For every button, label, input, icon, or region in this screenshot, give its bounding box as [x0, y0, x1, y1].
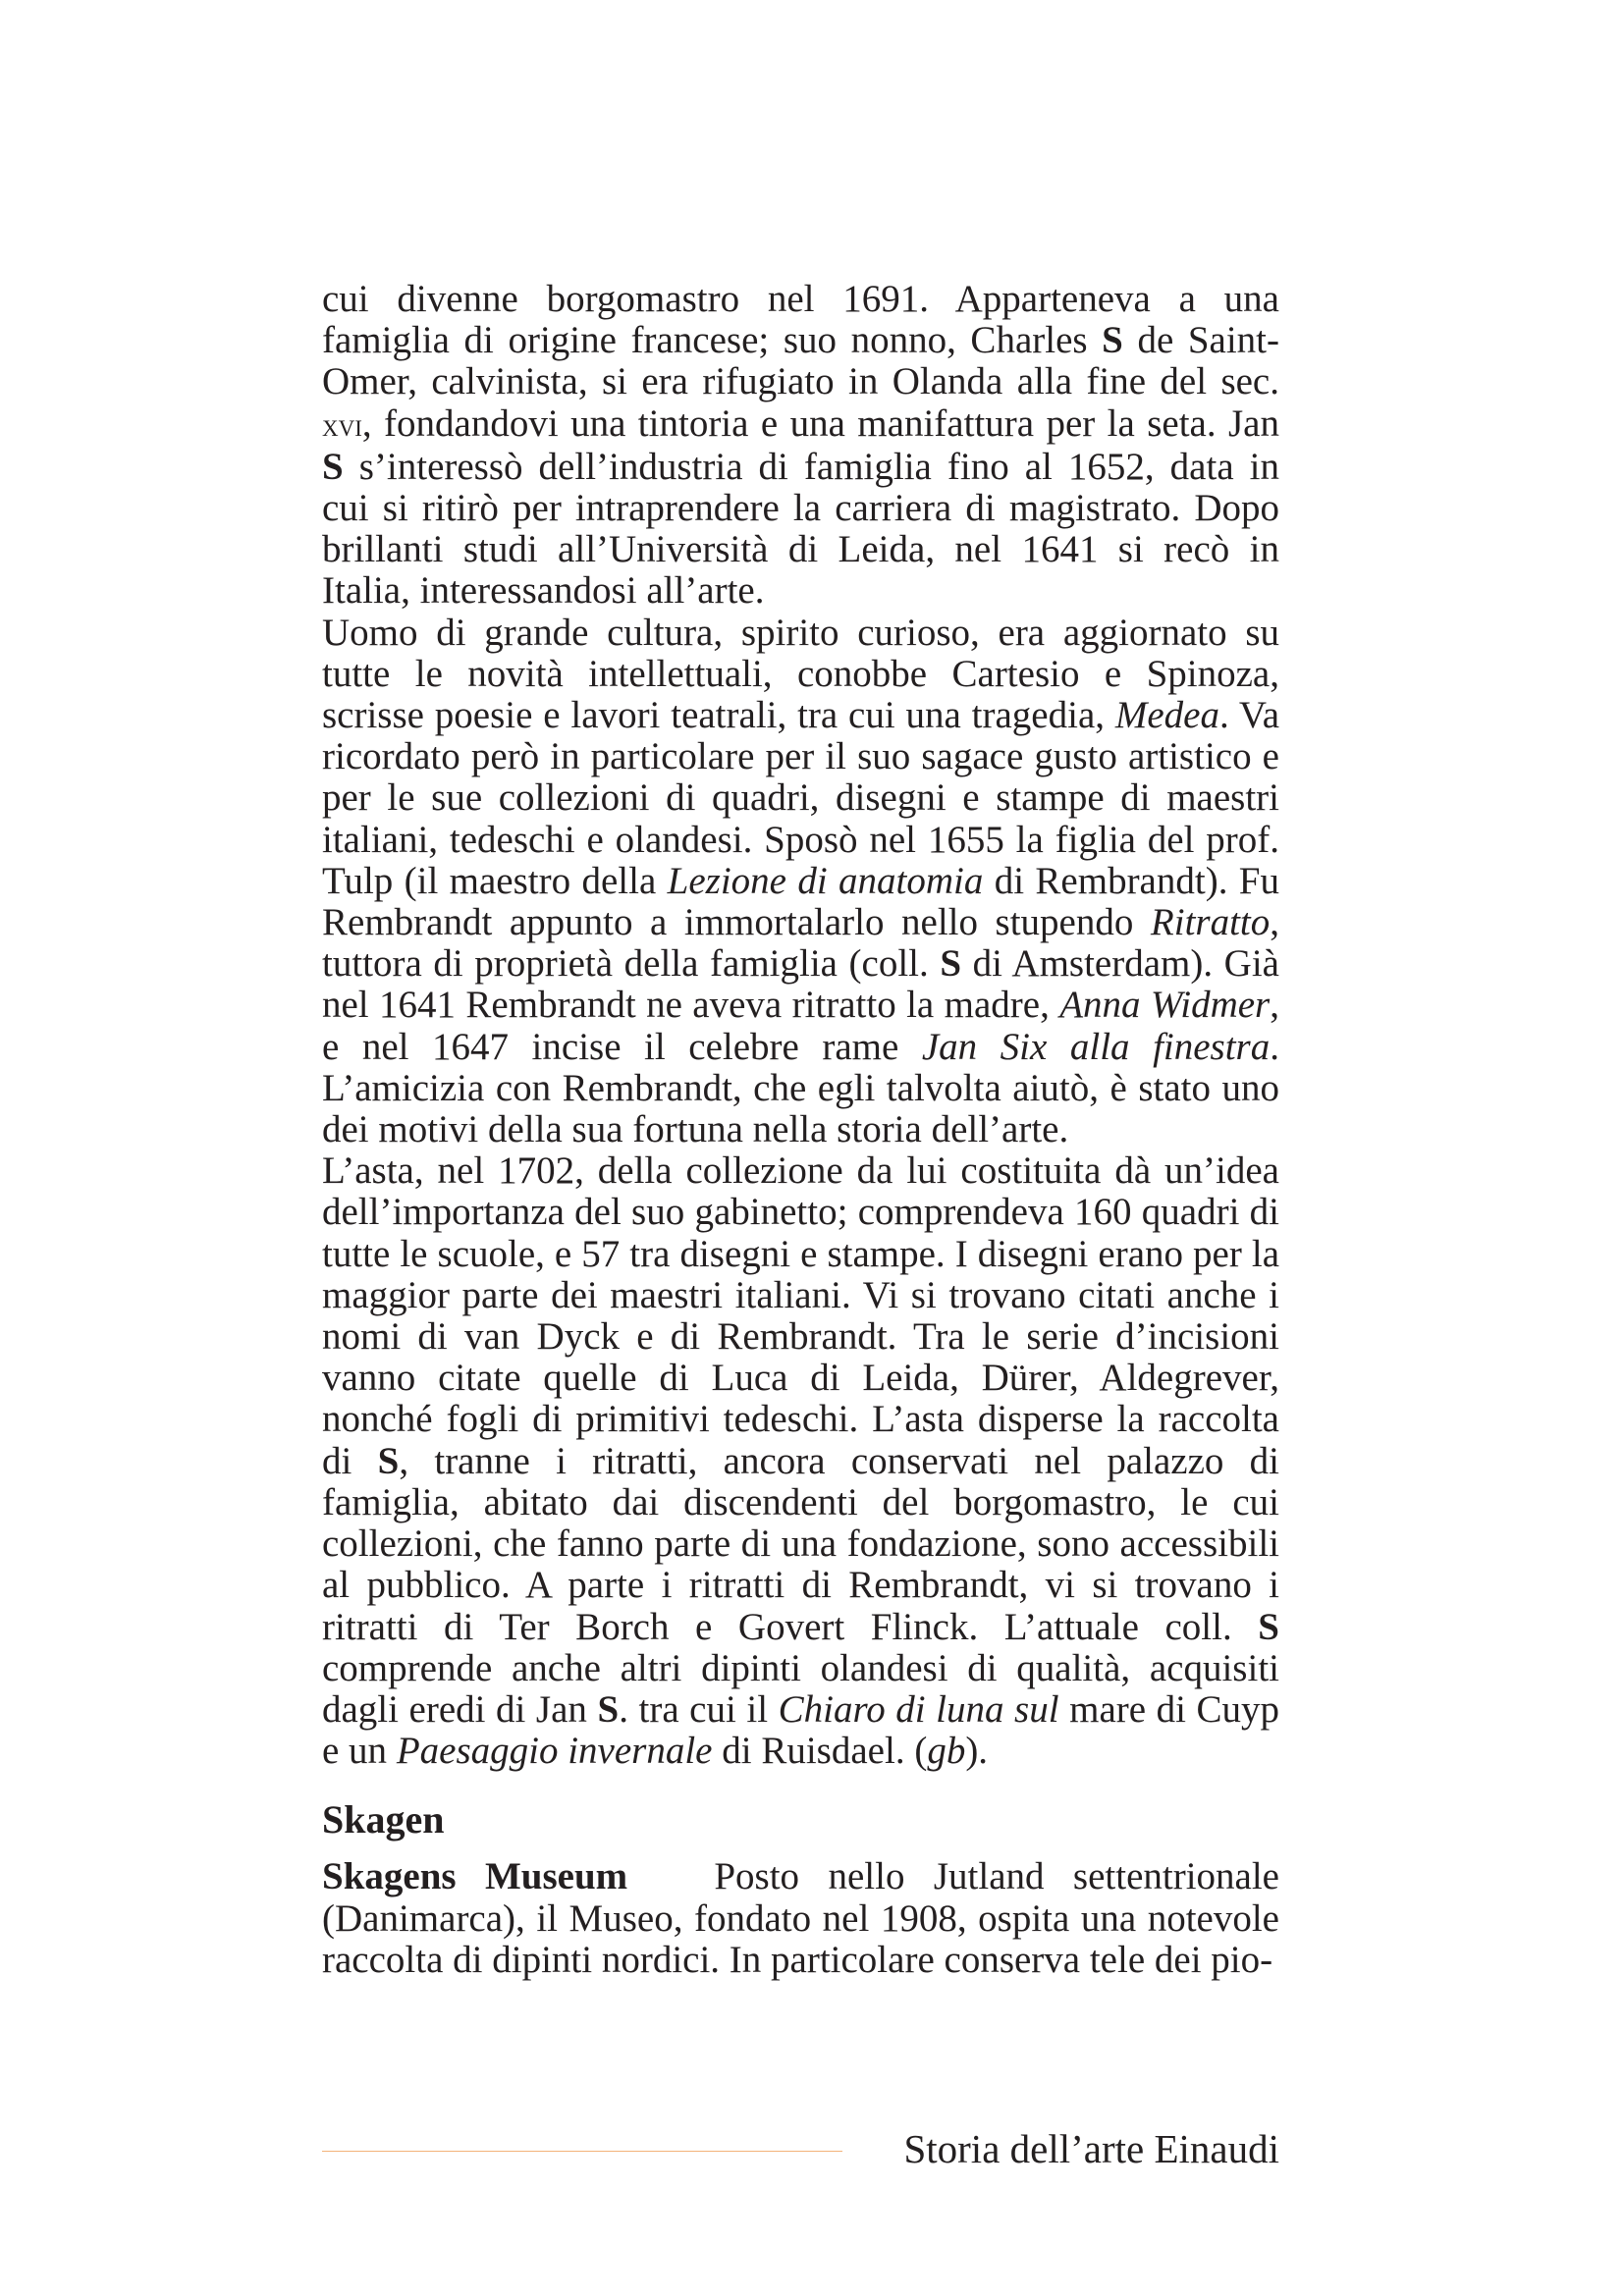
text-run: , fondandovi una tintoria e una manifattura per la seta. Jan: [361, 401, 1279, 445]
text-run: ).: [965, 1730, 989, 1773]
text-run: di Rembrandt). Fu Rembrandt appunto a immortalarlo nello stupendo: [322, 859, 1279, 944]
text-run: L’asta, nel 1702, della collezione da lui costituita dà un’idea dell’importanza del suo gabinetto; comprendeva 160 quadri di tutte le scuole, e 57 tra disegni e stampe. I disegni erano per la maggior parte dei maestri italiani. Vi si trovano citati anche i nomi di van Dyck e di Rembrandt. Tra le serie d’incisioni vanno citate quelle di Luca di Leida, Dürer, Aldegrever, nonché fogli di primitivi tedeschi. L’asta disperse la raccolta di: [322, 1149, 1279, 1482]
text-run: s’interessò dell’industria di famiglia fino al 1652, data in cui si ritirò per intraprendere la carriera di magistrato. Dopo brillanti studi all’Università di Leida, nel 1641 si recò in Italia, interessandosi all’arte.: [322, 445, 1279, 613]
century-numeral: xvi: [322, 406, 362, 444]
entry-title: Skagens Museum: [322, 1855, 628, 1898]
text-run: cui divenne borgomastro nel 1691. Apparteneva a una famiglia di origine francese; suo nonno, Charles: [322, 278, 1279, 362]
bold-abbreviation: S: [322, 445, 344, 488]
page-content: [322, 279, 1279, 1981]
text-run: di Ruisdael. (: [712, 1730, 928, 1773]
footer-rule: [322, 2151, 842, 2152]
text-run: de Saint-Omer, calvinista, si era rifugiato in Olanda alla fine del sec.: [322, 319, 1280, 403]
entry-text: Posto nello Jutland settentrionale (Danimarca), il Museo, fondato nel 1908, ospita una notevole raccolta di dipinti nordici. In particolare conserva tele dei pio-: [322, 1855, 1279, 1981]
artwork-title: Anna Widmer: [1059, 984, 1271, 1027]
museum-entry: [322, 1856, 1279, 1981]
text-run: . Va ricordato però in particolare per il suo sagace gusto artistico e per le sue collezioni di quadri, disegni e stampe di maestri italiani, tedeschi e olandesi. Sposò nel 1655 la figlia del prof. Tulp (il maestro della: [322, 694, 1280, 902]
text-run: , e nel 1647 incise il celebre rame: [322, 984, 1279, 1068]
bold-abbreviation: S: [597, 1687, 620, 1731]
text-run: . L’amicizia con Rembrandt, che egli talvolta aiutò, è stato uno dei motivi della sua fortuna nella storia dell’arte.: [322, 1025, 1279, 1151]
bold-abbreviation: S: [377, 1439, 400, 1482]
bold-abbreviation: S: [1102, 319, 1123, 362]
section-heading: Skagen: [322, 1797, 445, 1842]
bold-abbreviation: S: [1258, 1605, 1279, 1648]
body-paragraph-3: [322, 1150, 1279, 1772]
artwork-title: Jan Six alla finestra: [921, 1025, 1271, 1068]
text-run: Uomo di grande cultura, spirito curioso, era aggiornato su tutte le novità intellettuali, conobbe Cartesio e Spinoza, scrisse poesie e lavori teatrali, tra cui una tragedia,: [322, 611, 1279, 737]
text-run: , tuttora di proprietà della famiglia (coll.: [322, 901, 1279, 986]
footer-title: Storia dell’arte Einaudi: [903, 2126, 1279, 2171]
artwork-title: Lezione di anatomia: [667, 859, 984, 902]
body-paragraph-2: [322, 613, 1279, 1151]
text-run: comprende anche altri dipinti olandesi di qualità, acquisiti dagli eredi di Jan: [322, 1646, 1279, 1731]
text-run: , tranne i ritratti, ancora conservati nel palazzo di famiglia, abitato dai discendenti del borgomastro, le cui collezioni, che fanno parte di una fondazione, sono accessibili al pubblico. A parte i ritratti di Rembrandt, vi si trovano i ritratti di Ter Borch e Govert Flinck. L’attuale coll.: [322, 1439, 1280, 1648]
page-footer: [322, 2125, 1279, 2174]
author-initials: gb: [927, 1730, 966, 1773]
artwork-title: Medea: [1114, 694, 1219, 737]
body-paragraph-1: [322, 279, 1279, 613]
artwork-title: Paesaggio invernale: [396, 1730, 713, 1773]
text-run: mare di Cuyp e un: [322, 1687, 1280, 1773]
artwork-title: Ritratto: [1150, 901, 1271, 944]
bold-abbreviation: S: [940, 942, 962, 986]
text-run: . tra cui il: [619, 1687, 779, 1731]
text-run: di Amsterdam). Già nel 1641 Rembrandt ne aveva ritratto la madre,: [322, 942, 1279, 1027]
artwork-title: Chiaro di luna sul: [778, 1687, 1059, 1731]
